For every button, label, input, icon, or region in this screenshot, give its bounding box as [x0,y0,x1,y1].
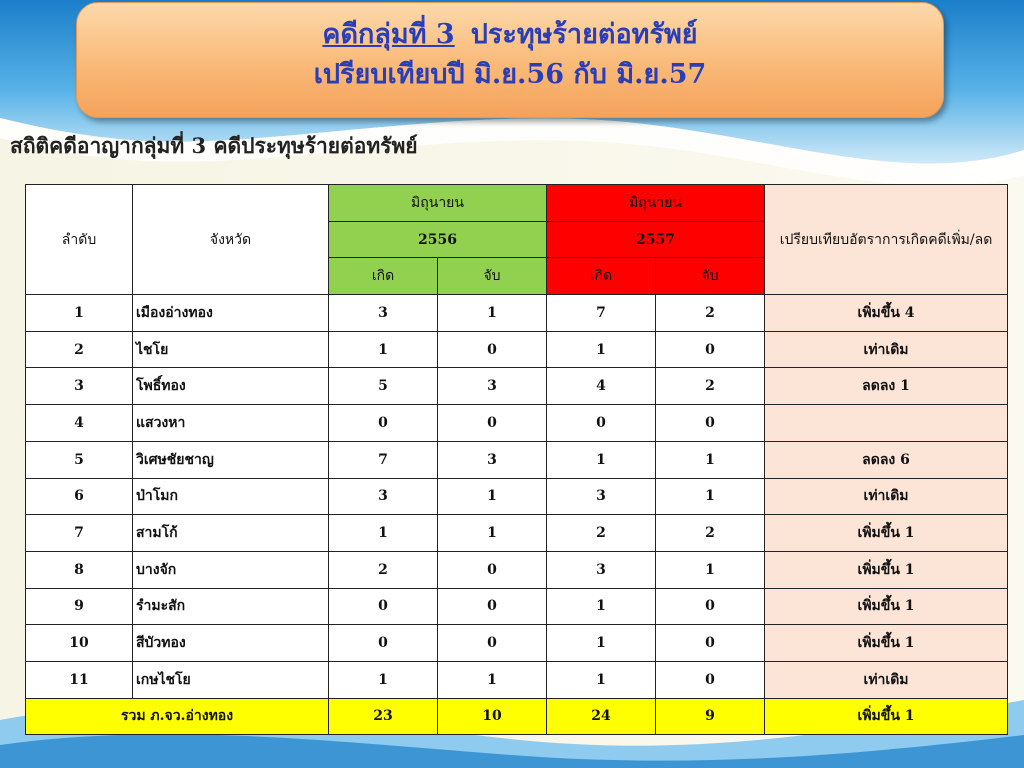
cell-seq: 1 [26,295,133,332]
cell-occurred-2556: 1 [329,331,438,368]
total-occurred-2556: 23 [329,698,438,735]
cell-arrested-2557: 2 [656,368,765,405]
cell-arrested-2556: 0 [438,625,547,662]
cell-arrested-2557: 0 [656,588,765,625]
cell-compare: ลดลง 1 [765,368,1008,405]
cell-occurred-2557: 2 [547,515,656,552]
cell-seq: 5 [26,441,133,478]
cell-arrested-2556: 0 [438,405,547,442]
page-subtitle: สถิติคดีอาญากลุ่มที่ 3 คดีประทุษร้ายต่อทรัพย์ [10,133,418,158]
cell-occurred-2556: 0 [329,625,438,662]
table-row [26,368,1008,405]
cell-occurred-2557: 7 [547,295,656,332]
cell-seq: 11 [26,661,133,698]
cell-arrested-2556: 1 [438,515,547,552]
table-row [26,478,1008,515]
table-row [26,405,1008,442]
header-occurred-2557: เกิด [547,258,656,295]
cell-occurred-2557: 1 [547,331,656,368]
cell-arrested-2557: 1 [656,478,765,515]
cell-occurred-2556: 0 [329,588,438,625]
cell-occurred-2557: 1 [547,441,656,478]
cell-arrested-2557: 0 [656,625,765,662]
cell-seq: 4 [26,405,133,442]
cell-occurred-2556: 2 [329,551,438,588]
table-row [26,331,1008,368]
cell-seq: 10 [26,625,133,662]
table-row [26,295,1008,332]
cell-compare [765,405,1008,442]
cell-compare: เพิ่มขึ้น 1 [765,515,1008,552]
cell-occurred-2556: 7 [329,441,438,478]
cell-occurred-2556: 5 [329,368,438,405]
total-compare: เพิ่มขึ้น 1 [765,698,1008,735]
title-line-2: เปรียบเทียบปี มิ.ย.56 กับ มิ.ย.57 [313,59,707,90]
cell-occurred-2557: 1 [547,588,656,625]
header-occurred-2556: เกิด [329,258,438,295]
cell-province: ป่าโมก [133,478,329,515]
cell-compare: ลดลง 6 [765,441,1008,478]
total-label: รวม ภ.จว.อ่างทอง [26,698,329,735]
cell-occurred-2557: 0 [547,405,656,442]
table-row [26,441,1008,478]
total-arrested-2556: 10 [438,698,547,735]
cell-province: บางจัก [133,551,329,588]
cell-province: เกษไชโย [133,661,329,698]
header-arrested-2557: จับ [656,258,765,295]
cell-occurred-2557: 4 [547,368,656,405]
cell-province: ไชโย [133,331,329,368]
table-row [26,515,1008,552]
cell-occurred-2556: 3 [329,478,438,515]
cell-compare: เท่าเดิม [765,661,1008,698]
statistics-table [25,184,1008,735]
cell-compare: เพิ่มขึ้น 1 [765,588,1008,625]
cell-compare: เท่าเดิม [765,478,1008,515]
cell-province: โพธิ์ทอง [133,368,329,405]
cell-province: แสวงหา [133,405,329,442]
cell-arrested-2556: 1 [438,661,547,698]
table-row [26,625,1008,662]
cell-arrested-2557: 1 [656,551,765,588]
cell-compare: เท่าเดิม [765,331,1008,368]
title-group-label: คดีกลุ่มที่ 3 [322,19,455,50]
cell-occurred-2556: 3 [329,295,438,332]
cell-arrested-2556: 0 [438,588,547,625]
cell-occurred-2557: 1 [547,661,656,698]
cell-occurred-2556: 0 [329,405,438,442]
cell-province: สามโก้ [133,515,329,552]
header-month-2556: มิถุนายน [329,185,547,222]
cell-compare: เพิ่มขึ้น 1 [765,625,1008,662]
title-banner [76,2,944,118]
cell-arrested-2556: 0 [438,551,547,588]
cell-arrested-2556: 1 [438,295,547,332]
table-row [26,588,1008,625]
header-year-2556: 2556 [329,221,547,258]
header-month-2557: มิถุนายน [547,185,765,222]
header-province: จังหวัด [133,185,329,295]
header-year-2557: 2557 [547,221,765,258]
cell-seq: 6 [26,478,133,515]
total-arrested-2557: 9 [656,698,765,735]
table-row [26,661,1008,698]
cell-compare: เพิ่มขึ้น 4 [765,295,1008,332]
cell-province: รำมะสัก [133,588,329,625]
cell-arrested-2557: 0 [656,661,765,698]
header-seq: ลำดับ [26,185,133,295]
cell-arrested-2556: 3 [438,441,547,478]
cell-occurred-2557: 3 [547,478,656,515]
cell-compare: เพิ่มขึ้น 1 [765,551,1008,588]
cell-province: เมืองอ่างทอง [133,295,329,332]
total-row [26,698,1008,735]
header-compare: เปรียบเทียบอัตราการเกิดคดีเพิ่ม/ลด [765,185,1008,295]
cell-arrested-2556: 1 [438,478,547,515]
cell-seq: 2 [26,331,133,368]
cell-seq: 8 [26,551,133,588]
cell-occurred-2557: 1 [547,625,656,662]
cell-arrested-2557: 2 [656,515,765,552]
cell-arrested-2556: 3 [438,368,547,405]
title-line-1 [77,15,943,55]
cell-arrested-2557: 0 [656,405,765,442]
cell-arrested-2557: 0 [656,331,765,368]
cell-province: สีบัวทอง [133,625,329,662]
cell-seq: 3 [26,368,133,405]
cell-seq: 9 [26,588,133,625]
header-arrested-2556: จับ [438,258,547,295]
title-case-type: ประทุษร้ายต่อทรัพย์ [470,19,698,50]
cell-arrested-2557: 2 [656,295,765,332]
total-occurred-2557: 24 [547,698,656,735]
table-row [26,551,1008,588]
cell-occurred-2557: 3 [547,551,656,588]
cell-seq: 7 [26,515,133,552]
cell-arrested-2557: 1 [656,441,765,478]
cell-occurred-2556: 1 [329,661,438,698]
cell-province: วิเศษชัยชาญ [133,441,329,478]
cell-occurred-2556: 1 [329,515,438,552]
cell-arrested-2556: 0 [438,331,547,368]
